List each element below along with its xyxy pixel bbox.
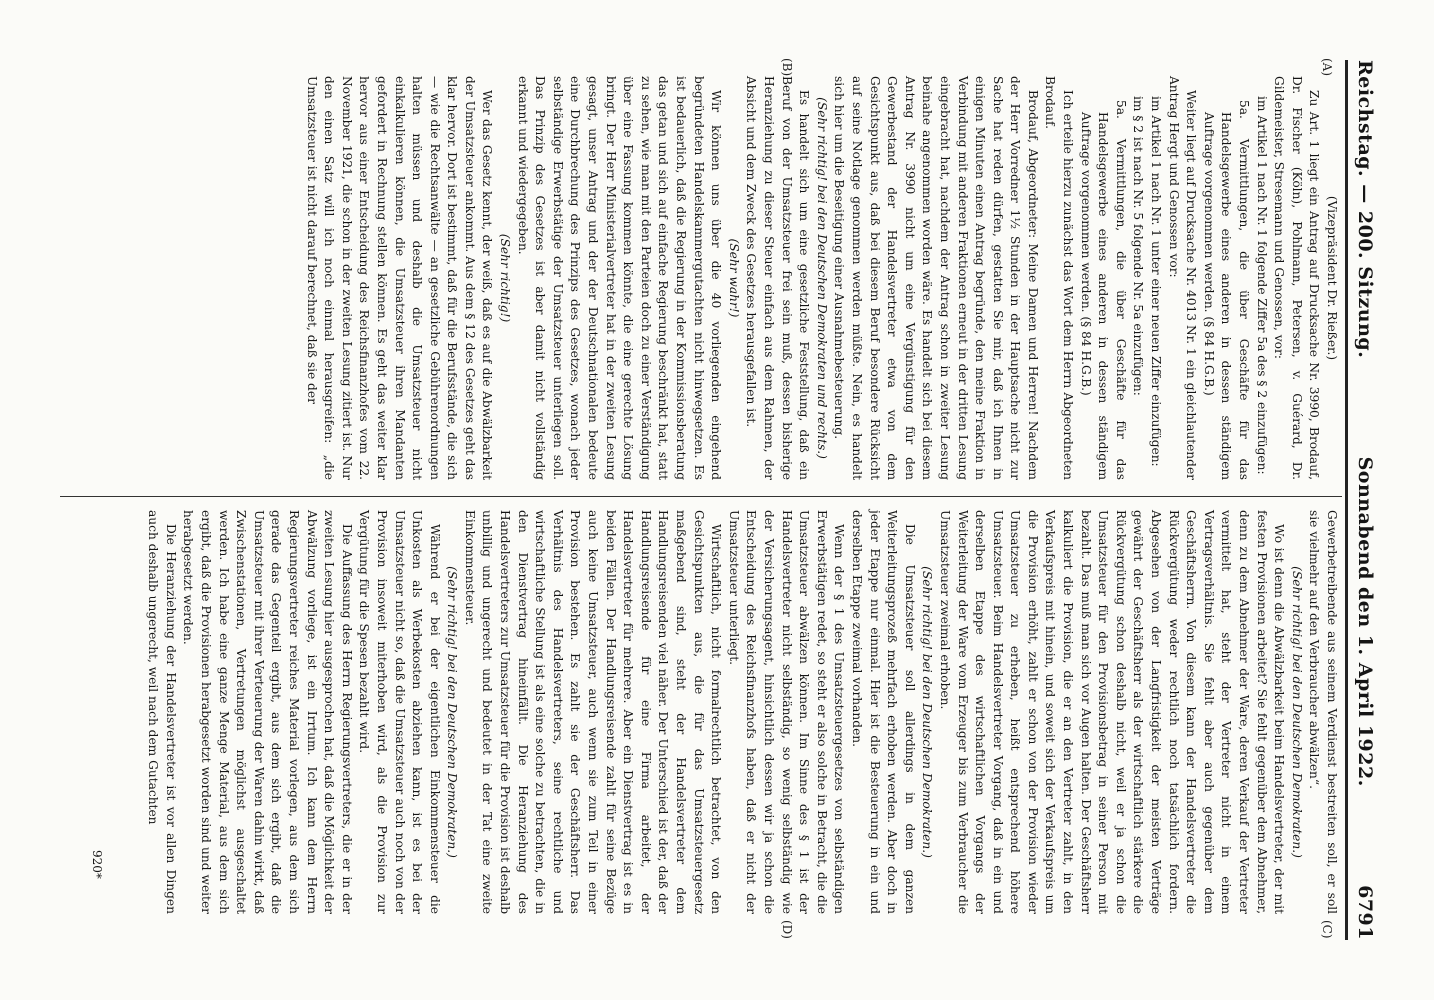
interjection: (Sehr richtig! bei den Deutschen Demokraten und rechts.) — [814, 97, 829, 459]
paragraph: im § 2 ist nach Nr. 5 folgende Nr. 5a einzufügen: — [1131, 96, 1146, 396]
paragraph: Die Heranziehung der Handelsvertreter ist vor allen Dingen auch deshalb ungerecht, weil nach dem Gutachten — [146, 510, 178, 914]
page-header — [1354, 60, 1376, 940]
margin-marker-d: (D) — [780, 920, 794, 939]
paragraph: Es handelt sich um eine gesetzliche Feststellung, daß ein Beruf von der Umsatzsteuer frei sein muß, dessen bisherige Heranziehung zu dieser Steuer einfach aus dem Rahmen, der Absicht und dem Zweck des Gesetzes herausgefallen ist. — [744, 76, 812, 480]
paragraph: im Artikel 1 nach Nr. 1 folgende Ziffer 5a des § 2 einzufügen: — [1254, 96, 1269, 475]
interjection: (Sehr richtig! bei den Deutschen Demokraten.) — [920, 566, 935, 858]
margin-marker-a: (A) — [1320, 58, 1334, 77]
paragraph: Wenn der § 1 des Umsatzsteuergesetzes von selbständigen Erwerbstätigen redet, so steht er also solche in Betracht, die die Umsatzsteuer abwälzen können. Im Sinne des § 1 ist der Handelsvertreter nicht selbständig, so wenig selbständig wie der Versicherungsagent, hinsichtlich dessen wir ja schon die Entscheidung des Reichsfinanzhofs haben, daß er nicht der Umsatzsteuer unterliegt. — [726, 510, 847, 914]
interjection: (Sehr wahr!) — [726, 238, 741, 318]
paragraph: Während er bei der eigentlichen Einkommensteuer die Unkosten als Werbekosten abziehen kann, ist es bei der Umsatzsteuer nicht so, daß die Umsatzsteuer auch noch von der Provision insoweit miterhoben wird, als die Provision zur Vergütung für die Spesen bezahlt wird. — [357, 510, 442, 914]
interjection: (Sehr richtig!) — [498, 233, 513, 323]
paragraph: Die Umsatzsteuer soll allerdings in dem ganzen Weiterleitungsprozeß mehrfach erhoben werden. Aber doch in jeder Etappe nur einmal. Hier ist die Besteuerung in ein und derselben Etappe zweimal vorhanden. — [849, 510, 917, 914]
paragraph: Brodauf, Abgeordneter: Meine Damen und Herren! Nachdem der Herr Vorredner 1½ Stunden in der Hauptsache nicht zur Sache hat reden dürfen, gestatten Sie mir, daß ich Ihnen in einigen Minuten einen Antrag begründe, den meine Fraktion in Verbindung mit anderen Fraktionen erneut in der dritten Lesung eingebracht hat, nachdem der Antrag schon in zweiter Lesung beinahe angenommen worden wäre. Es handelt sich bei diesem Antrag Nr. 3990 nicht um eine Vergünstigung für den Gewerbestand der Handelsvertreter etwa von dem Gesichtspunkt aus, daß bei diesem Beruf besondere Rücksicht auf seine Notlage genommen werden müßte. Nein, es handelt sich hier um die Beseitigung einer Ausnahmebesteuerung. — [832, 76, 1040, 480]
paragraph: Wer das Gesetz kennt, der weiß, daß es auf die Abwälzbarkeit der Umsatzsteuer ankommt. Aus dem § 12 des Gesetzes geht das klar hervor. Dort ist bestimmt, daß für die Berufsstände, die sich — wie die Rechtsanwälte — an gesetzliche Gebührenordnungen halten müssen und deshalb die Umsatzsteuer nicht einkalkulieren können, die Umsatzsteuer ihren Mandanten gefordert in Rechnung stellen können. Es geht das weiter klar hervor aus einer Entscheidung des Reichsfinanzhofes vom 22. November 1921, die schon in der zweiten Lesung zitiert ist. Nur den einen Satz will ich noch einmal herausgreifen: „die Umsatzsteuer ist nicht darauf berechnet, daß sie der — [304, 76, 495, 480]
paragraph: Zu Art. 1 liegt ein Antrag auf Drucksache Nr. 3990, Brodauf, Dr. Fischer (Köln), Pohlmann, Petersen, v. Guérard, Dr. Gildemeister, Stresemann und Genossen, vor: — [1272, 76, 1322, 480]
interjection: (Sehr richtig! bei den Deutschen Demokraten.) — [445, 566, 460, 858]
paragraph: Wirtschaftlich, nicht formalrechtlich betrachtet, von den Gesichtspunkten aus, die für das Umsatzsteuergesetz maßgebend sind, steht der Handelsvertreter dem Handlungsreisenden viel näher. Der Unterschied ist der, daß der Handlungsreisende für eine Firma arbeitet, der Handelsvertreter für mehrere. Aber ein Dienstvertrag ist es in beiden Fällen. Der Handlungsreisende zahlt für seine Bezüge auch keine Umsatzsteuer, auch wenn sie zum Teil in einer Provision bestehen. Es zahlt sie der Geschäftsherr. Das Verhältnis des Handelsvertreters, seine rechtliche und wirtschaftliche Stellung ist als eine solche zu betrachten, die in den Dienstvertrag hineinfällt. Die Heranziehung des Handelsvertreters zur Umsatzsteuer für die Provision ist deshalb unbillig und ungerecht und bedeutet in der Tat eine zweite Einkommensteuer. — [462, 510, 724, 914]
paragraph: (Vizepräsident Dr. Rießer.) — [1325, 195, 1339, 361]
header-rule — [1345, 60, 1348, 940]
paragraph: 5a. Vermittlungen, die über Geschäfte für das Handelsgewerbe eines anderen in dessen ständigem Auftrage vorgenommen werden. (§ 84 H.G.B.) — [1078, 100, 1128, 480]
margin-marker-b: (B) — [780, 58, 794, 77]
paragraph: Weiter liegt auf Drucksache Nr. 4013 Nr. 1 ein gleichlautender Antrag Hergt und Genossen vor: — [1166, 76, 1199, 480]
interjection: (Sehr richtig! bei den Deutschen Demokraten.) — [1289, 566, 1304, 858]
left-column — [302, 76, 1340, 480]
header-left: Reichstag. — 200. Sitzung. — [1354, 60, 1376, 359]
page-number: 6791 — [1354, 885, 1376, 940]
margin-marker-c: (C) — [1320, 920, 1334, 939]
paragraph: Ich erteile hierzu zunächst das Wort dem Herrn Abgeordneten Brodauf. — [1043, 76, 1076, 480]
paragraph: Die Auffassung des Herrn Regierungsvertreters, die er in der zweiten Lesung hier ausgesprochen hat, daß die Möglichkeit der Abwälzung vorliege, ist ein Irrtum. Ich kann dem Herrn Regierungsvertreter reiches Material vorlegen, aus dem sich gerade das Gegenteil ergibt, aus dem sich ergibt, daß die Umsatzsteuer mit ihrer Verteuerung der Waren dahin wirkt, daß Zwischenstationen, Vertretungen möglichst ausgeschaltet werden. Ich habe eine ganze Menge Material, aus dem sich ergibt, daß die Provisionen herabgesetzt worden sind und weiter herabgesetzt werden. — [181, 510, 354, 914]
paragraph: Wir können uns über die 40 vorliegenden eingehend begründeten Handelskammergutachten nicht hinwegsetzen. Es ist bedauerlich, daß die Regierung in der Kommissionsberatung das getan und sich auf einfache Regierung beschränkt hat, statt zu sehen, wie man mit den Parteien doch zu einer Verständigung über eine Fassung kommen könnte, die eine gerechte Lösung bringt. Der Herr Ministerialvertreter hat in der zweiten Lesung gesagt, unser Antrag und der der Deutschnationalen bedeute eine Durchbrechung des Prinzips des Gesetzes, wonach jeder selbständige Erwerbstätige der Umsatzsteuer unterliegen soll. Das Prinzip des Gesetzes ist aber damit nicht vollständig erkannt und wiedergegeben. — [515, 76, 724, 480]
paragraph: Gewerbetreibende aus seinem Verdienst bestreiten soll, er soll sie vielmehr auf den Verbraucher abwälzen“. — [1307, 510, 1339, 914]
right-column — [144, 510, 1340, 914]
header-date: Sonnabend den 1. April 1922. — [1354, 456, 1376, 787]
paragraph: 5a. Vermittlungen, die über Geschäfte für das Handelsgewerbe eines anderen in dessen ständigem Auftrage vorgenommen werden. (§ 84 H.G.B.) — [1201, 100, 1252, 480]
paragraph: Wo ist denn die Abwälzbarkeit beim Handelsvertreter, der mit festen Provisionen arbeitet? Sie fehlt gegenüber dem Abnehmer, denn zu dem Abnehmer der Ware, deren Verkauf der Vertreter vermittelt hat, steht der Vertreter nicht in einem Vertragsverhältnis. Sie fehlt aber auch gegenüber dem Geschäftsherrn. Von diesem kann der Handelsvertreter die Rückvergütung weder rechtlich noch tatsächlich fordern. Abgesehen von der Langfristigkeit der meisten Verträge gewährt der Geschäftsherr als der wirtschaftlich stärkere die Rückvergütung schon deshalb nicht, weil er ja schon die Umsatzsteuer für den Provisionsbetrag in seiner Person mit bezahlt. Das muß man sich vor Augen halten. Der Geschäftsherr kalkuliert die Provision, die er an den Vertreter zahlt, in den Verkaufspreis mit hinein, und soweit sich der Verkaufspreis um die Provision erhöht, zahlt er schon von der Provision wieder Umsatzsteuer zu erheben, heißt entsprechend höhere Umsatzsteuer. Beim Handelsvertreter Vorgang, daß in ein und derselben Etappe des wirtschaftlichen Vorgangs der Weiterleitung der Ware vom Erzeuger bis zum Verbraucher die Umsatzsteuer zweimal erhoben. — [937, 510, 1287, 914]
signature-mark: 920* — [90, 850, 104, 879]
paragraph: im Artikel 1 nach Nr. 1 unter einer neuen Ziffer einzufügen: — [1149, 96, 1164, 467]
column-divider — [60, 496, 1342, 497]
